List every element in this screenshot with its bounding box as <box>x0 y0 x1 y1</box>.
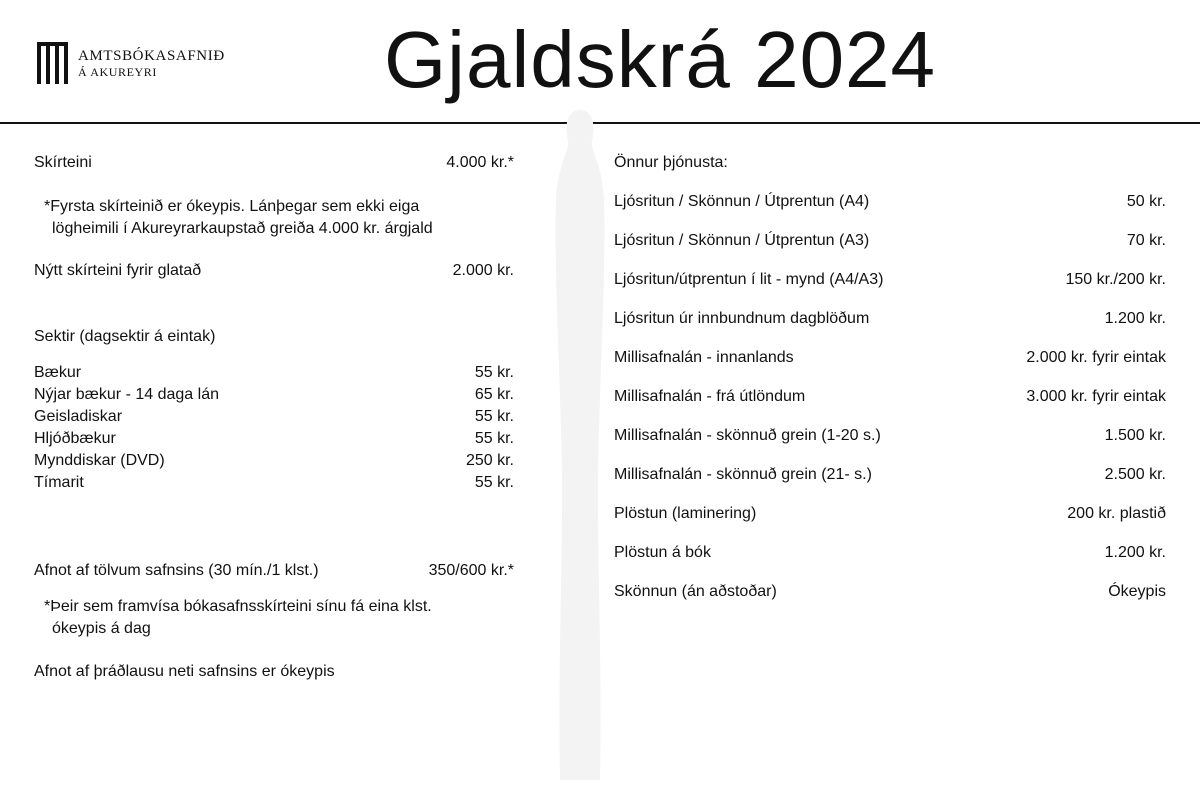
service-label: Plöstun á bók <box>614 544 711 561</box>
fine-price: 65 kr. <box>474 386 514 403</box>
fines-list <box>34 362 514 494</box>
logo-location: Á AKUREYRI <box>78 64 158 79</box>
page-title: Gjaldskrá 2024 <box>383 15 937 104</box>
computer-note-line-2: ókeypis á dag <box>52 620 151 637</box>
list-item <box>34 428 514 450</box>
fine-label: Mynddiskar (DVD) <box>34 452 165 469</box>
list-item <box>614 503 1166 525</box>
service-label: Plöstun (laminering) <box>614 505 757 522</box>
service-label: Skönnun (án aðstoðar) <box>614 583 777 600</box>
list-item <box>34 362 514 384</box>
service-label: Ljósritun / Skönnun / Útprentun (A4) <box>614 193 870 210</box>
computer-use-note <box>34 596 514 640</box>
service-price: 70 kr. <box>1126 232 1166 249</box>
card-fee-row <box>34 152 514 174</box>
list-item <box>34 406 514 428</box>
fine-label: Nýjar bækur - 14 daga lán <box>34 386 219 403</box>
fine-label: Hljóðbækur <box>34 430 116 447</box>
card-fee-price: 4.000 kr.* <box>446 154 514 171</box>
service-price: 1.500 kr. <box>1104 427 1166 444</box>
services-heading: Önnur þjónusta: <box>614 154 728 171</box>
service-price: 200 kr. plastið <box>1067 505 1166 522</box>
list-item <box>614 308 1166 330</box>
service-label: Ljósritun/útprentun í lit - mynd (A4/A3) <box>614 271 884 288</box>
computer-use-label: Afnot af tölvum safnsins (30 mín./1 klst.) <box>34 562 319 579</box>
fine-price: 55 kr. <box>474 430 514 447</box>
left-column <box>34 152 514 683</box>
list-item <box>614 347 1166 369</box>
service-price: 1.200 kr. <box>1104 544 1166 561</box>
lost-card-label: Nýtt skírteini fyrir glatað <box>34 262 202 279</box>
fine-price: 55 kr. <box>474 364 514 381</box>
service-price: Ókeypis <box>1108 583 1166 600</box>
list-item <box>614 230 1166 252</box>
figure-watermark <box>540 110 620 780</box>
list-item <box>614 542 1166 564</box>
fine-price: 55 kr. <box>474 474 514 491</box>
service-label: Millisafnalán - innanlands <box>614 349 794 366</box>
fine-price: 55 kr. <box>474 408 514 425</box>
card-fee-note <box>34 196 514 240</box>
card-note-line-1: *Fyrsta skírteinið er ókeypis. Lánþegar sem ekki eiga <box>44 198 420 215</box>
right-column <box>614 152 1166 603</box>
list-item <box>614 191 1166 213</box>
list-item <box>614 581 1166 603</box>
service-price: 3.000 kr. fyrir eintak <box>1026 388 1166 405</box>
fines-heading: Sektir (dagsektir á eintak) <box>34 328 216 345</box>
list-item <box>34 384 514 406</box>
card-note-line-2: lögheimili í Akureyrarkaupstað greiða 4.000 kr. árgjald <box>52 220 433 237</box>
list-item <box>614 269 1166 291</box>
fine-label: Bækur <box>34 364 82 381</box>
computer-use-row <box>34 560 514 582</box>
service-label: Ljósritun / Skönnun / Útprentun (A3) <box>614 232 870 249</box>
service-label: Millisafnalán - skönnuð grein (21- s.) <box>614 466 872 483</box>
lost-card-row <box>34 260 514 282</box>
computer-use-price: 350/600 kr.* <box>428 562 514 579</box>
header <box>0 0 1200 124</box>
list-item <box>614 464 1166 486</box>
fine-label: Tímarit <box>34 474 84 491</box>
service-price: 50 kr. <box>1126 193 1166 210</box>
computer-note-line-1: *Þeir sem framvísa bókasafnsskírteini sínu fá eina klst. <box>44 598 432 615</box>
service-label: Ljósritun úr innbundnum dagblöðum <box>614 310 870 327</box>
fine-price: 250 kr. <box>465 452 514 469</box>
service-price: 1.200 kr. <box>1104 310 1166 327</box>
service-price: 2.500 kr. <box>1104 466 1166 483</box>
list-item <box>614 386 1166 408</box>
list-item <box>34 450 514 472</box>
list-item <box>614 425 1166 447</box>
service-price: 2.000 kr. fyrir eintak <box>1026 349 1166 366</box>
lost-card-price: 2.000 kr. <box>452 262 514 279</box>
card-fee-label: Skírteini <box>34 154 92 171</box>
service-price: 150 kr./200 kr. <box>1065 271 1166 288</box>
logo-name: AMTSBÓKASAFNIÐ <box>78 47 225 64</box>
wifi-note: Afnot af þráðlausu neti safnsins er ókeypis <box>34 663 335 680</box>
list-item <box>34 472 514 494</box>
service-label: Millisafnalán - skönnuð grein (1-20 s.) <box>614 427 881 444</box>
fine-label: Geisladiskar <box>34 408 123 425</box>
service-label: Millisafnalán - frá útlöndum <box>614 388 806 405</box>
